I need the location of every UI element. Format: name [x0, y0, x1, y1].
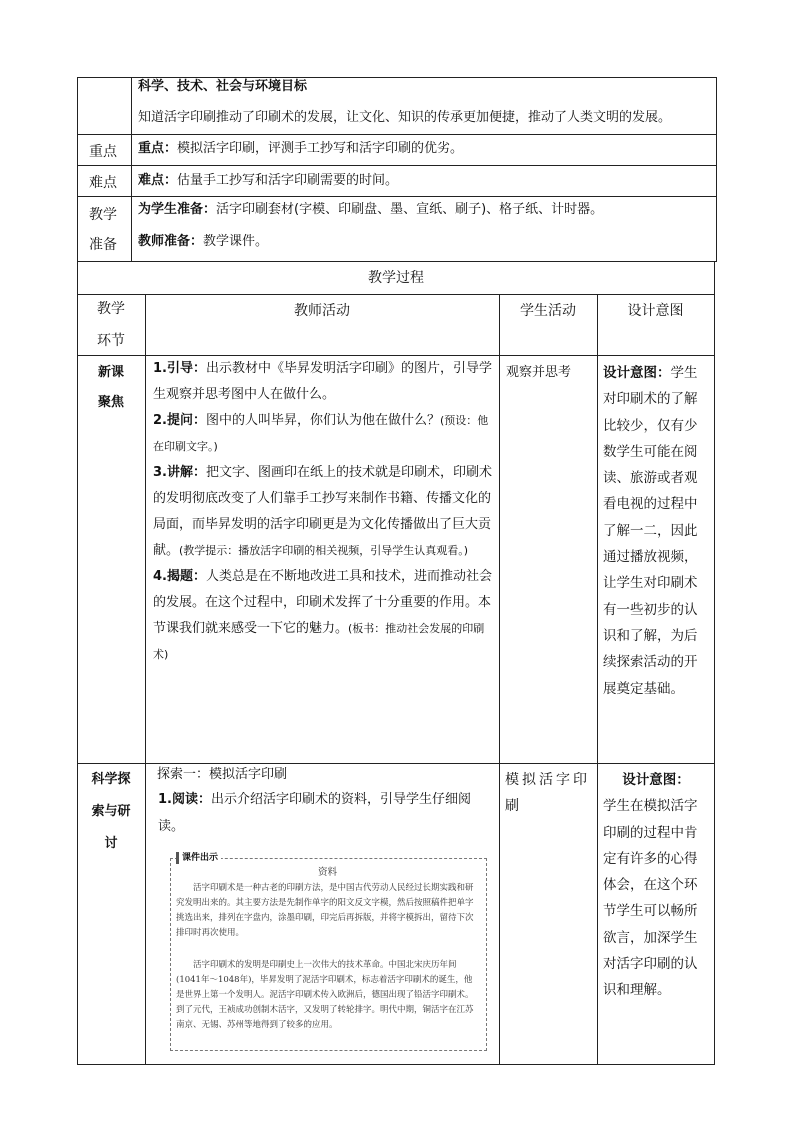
read-label: 1.阅读：: [158, 792, 211, 807]
courseware-tag-label: 课件出示: [182, 853, 219, 863]
goal-heading: 科学、技术、社会与环境目标: [138, 79, 308, 94]
teacher-prep-row: [138, 233, 268, 251]
process-title: 教学过程: [368, 270, 424, 286]
teacher-step-2: [153, 408, 493, 460]
key-text: 模拟活字印刷，评测手工抄写和活字印刷的优劣。: [177, 141, 464, 156]
student-prep-label: 为学生准备：: [138, 202, 217, 217]
read-text: 出示介绍活字印刷术的资料，引导学生仔细阅读。: [158, 792, 471, 834]
material-paragraph-2: 活字印刷术的发明是印刷史上一次伟大的技术革命。中国北宋庆历年间(1041年～1048年)，毕昇发明了泥活字印刷术，标志着活字印刷术的诞生，他是世界上第一个发明人。泥活字印刷术传入欧洲后，德国出现了铅活字印刷术。到了元代，王祯成功创制木活字，又发明了转轮排字。明代中期，铜活字在江苏南京、无锡、苏州等地得到了较多的应用。: [176, 960, 474, 1030]
header-teacher: 教师活动: [294, 303, 350, 319]
student-prep-row: [138, 201, 603, 219]
step-3-note: (教学提示：播放活字印刷的相关视频，引导学生认真观看。): [179, 544, 469, 557]
row1-intent-label: 设计意图：: [603, 365, 671, 381]
courseware-tag: [176, 852, 221, 864]
row2-stage-3: 讨: [104, 836, 118, 851]
difficulty-text-row: [138, 172, 398, 190]
row1-teacher-activity: [153, 356, 493, 668]
header-intent: 设计意图: [627, 303, 684, 319]
prep-label-1: 教学: [89, 207, 117, 223]
difficulty-text-label: 难点：: [138, 173, 178, 188]
teacher-step-1: [153, 356, 493, 408]
step-4-text: 人类总是在不断地改进工具和技术，进而推动社会的发展。在这个过程中，印刷术发挥了十分重要的作用。本节课我们就来感受一下它的魅力。: [153, 569, 492, 636]
header-student: 学生活动: [520, 303, 576, 319]
step-2-label: 2.提问：: [153, 413, 206, 428]
step-4-note: (板书：推动社会发展的印刷术): [153, 622, 485, 661]
teacher-prep-label: 教师准备：: [138, 234, 204, 249]
key-text-row: [138, 140, 463, 158]
row1-stage-1: 新课: [97, 365, 124, 380]
teacher-step-4: [153, 564, 493, 668]
row1-intent-text: 学生对印刷术的了解比较少，仅有少数学生可能在阅读、旅游或者观看电视的过程中了解一二，因此通过播放视频，让学生对印刷术有一些初步的认识和了解，为后续探索活动的开展奠定基础。: [603, 365, 698, 697]
material-paragraph-1: 活字印刷术是一种古老的印刷方法，是中国古代劳动人民经过长期实践和研究发明出来的。其主要方法是先制作单字的阳文反文字模，然后按照稿件把单字挑选出来，排列在字盘内，涂墨印刷，印完后再拆版，并将字模拆出，留待下次排印时再次使用。: [176, 883, 474, 938]
difficulty-text: 估量手工抄写和活字印刷需要的时间。: [177, 173, 399, 188]
key-text-label: 重点：: [138, 141, 178, 156]
prep-label-2: 准备: [89, 237, 117, 253]
row2-stage-1: 科学探: [91, 772, 131, 787]
step-4-label: 4.揭题：: [153, 569, 206, 584]
teacher-prep-text: 教学课件。: [203, 234, 269, 249]
step-2-note: (预设：他在印刷文字。): [153, 414, 489, 453]
step-2-text: 图中的人叫毕昇，你们认为他在做什么？: [205, 413, 440, 428]
difficulty-label: 难点: [89, 175, 117, 191]
header-stage-2: 环节: [97, 333, 125, 349]
row2-intent-text: 学生在模拟活字印刷的过程中肯定有许多的心得体会，在这个环节学生可以畅所欲言，加深学生对活字印刷的认识和理解。: [603, 798, 698, 999]
row2-student-activity: 模拟活字印刷: [505, 772, 590, 814]
row1-stage-2: 聚焦: [97, 395, 124, 410]
row2-intent-label: 设计意图：: [622, 772, 690, 788]
step-1-label: 1.引导：: [153, 361, 206, 376]
row2-stage-2: 索与研: [91, 804, 131, 819]
material-title: 资料: [317, 867, 337, 878]
teacher-step-3: [153, 460, 493, 564]
key-label: 重点: [89, 144, 117, 160]
row1-student-activity: 观察并思考: [506, 365, 572, 380]
student-prep-text: 活字印刷套材(字模、印刷盘、墨、宣纸、刷子)、格子纸、计时器。: [216, 202, 604, 217]
row1-design-intent: [603, 360, 709, 702]
header-stage-1: 教学: [97, 301, 125, 317]
step-1-text: 出示教材中《毕昇发明活字印刷》的图片，引导学生观察并思考图中人在做什么。: [153, 361, 492, 402]
step-3-text: 把文字、图画印在纸上的技术就是印刷术，印刷术的发明彻底改变了人们靠手工抄写来制作书籍、传播文化的局面，而毕昇发明的活字印刷更是为文化传播做出了巨大贡献。: [153, 465, 492, 558]
read-instruction: [158, 786, 494, 840]
explore-title: 探索一：模拟活字印刷: [157, 767, 288, 782]
goal-text: 知道活字印刷推动了印刷术的发展，让文化、知识的传承更加便捷，推动了人类文明的发展。: [138, 110, 672, 125]
step-3-label: 3.讲解：: [153, 465, 206, 480]
row2-design-intent: [603, 767, 709, 1004]
